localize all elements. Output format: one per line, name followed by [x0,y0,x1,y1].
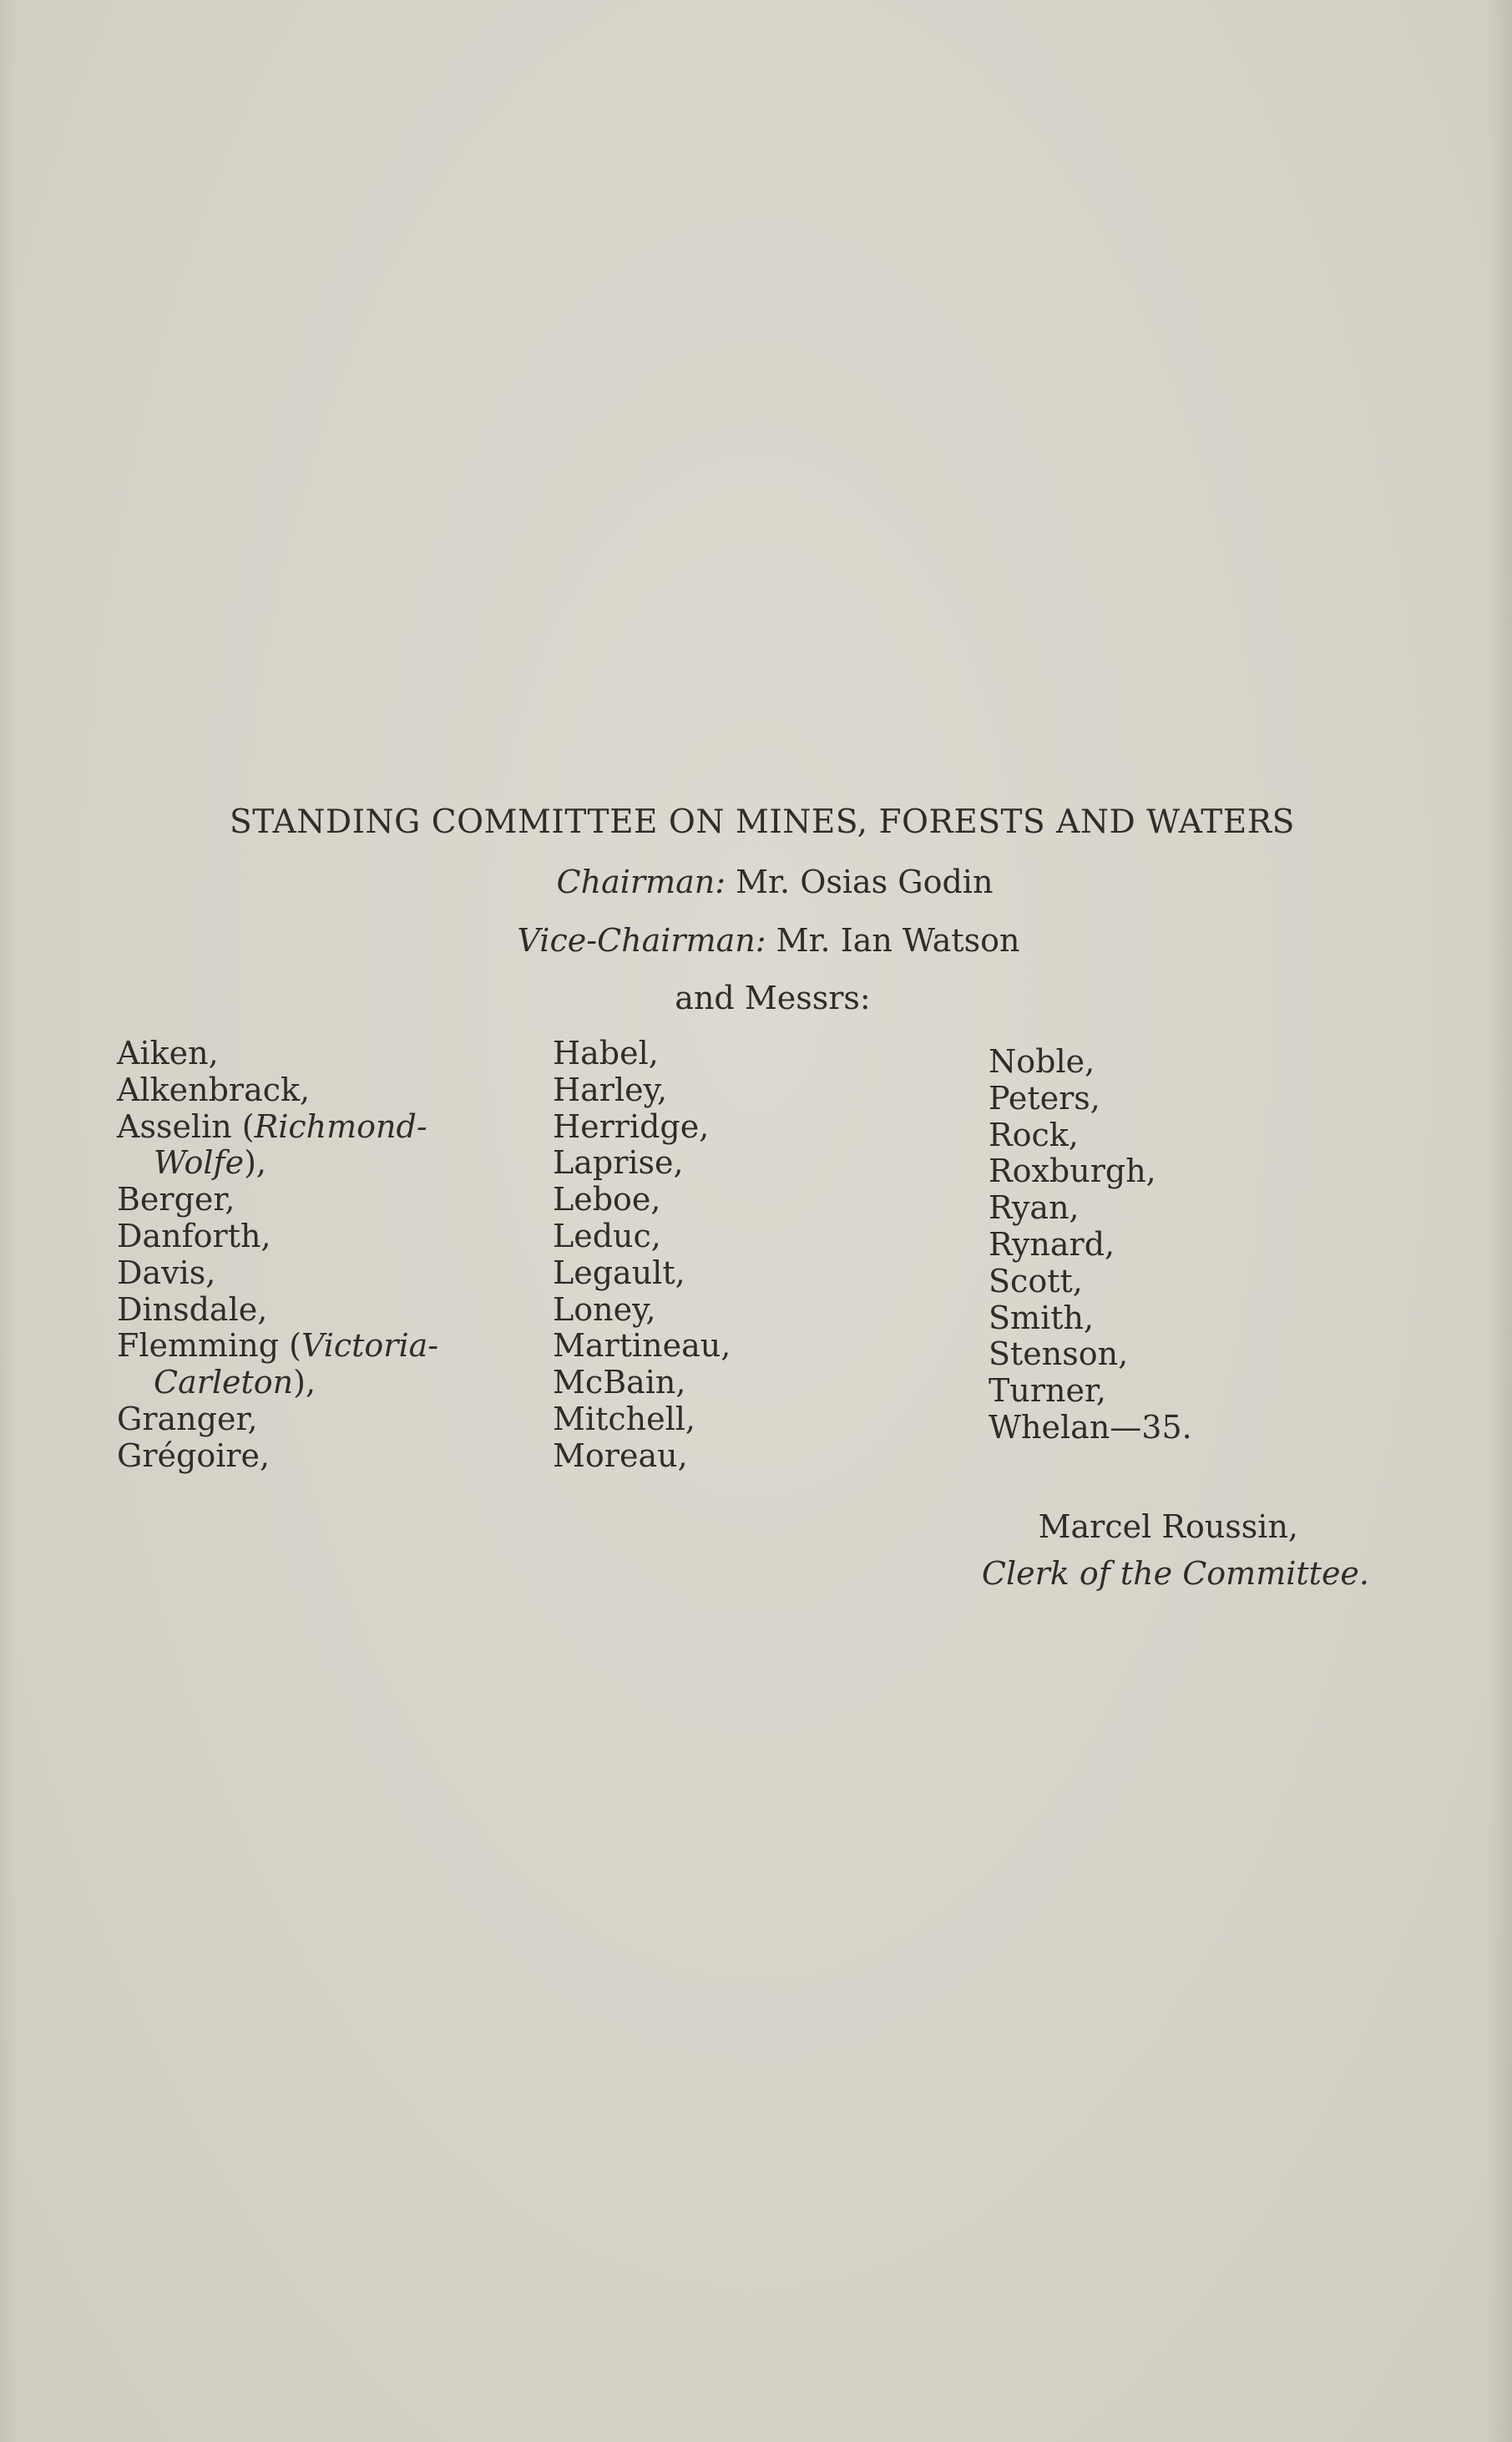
member-name: Dinsdale, [117,1290,268,1328]
member-surname: Flemming ( [117,1327,301,1365]
member-name: Herridge, [553,1107,710,1145]
chairman-name: Mr. Osias Godin [736,864,994,900]
member-name: Habel, [553,1035,659,1072]
vice-chairman-line [0,922,1512,959]
member-name: Legault, [553,1254,685,1291]
member-name: Harley, [553,1071,668,1108]
member-name: Peters, [989,1079,1100,1117]
member-name: Berger, [117,1181,235,1218]
member-riding: Richmond- [254,1107,427,1145]
members-column-1 [117,1036,509,1475]
member-riding-cont: Carleton [154,1364,294,1401]
member-name: Scott, [989,1262,1083,1300]
member-name: Smith, [989,1299,1095,1336]
page-edge-shadow-left [0,0,17,2442]
member-name: Rynard, [989,1225,1115,1263]
member-name: Moreau, [553,1436,688,1474]
member-name: Alkenbrack, [117,1071,311,1108]
member-name: Turner, [989,1372,1107,1410]
member-name [117,1328,509,1365]
member-name: Rock, [989,1116,1079,1153]
chairman-line [0,864,1512,900]
member-name: Noble, [989,1043,1095,1080]
member-name: Davis, [117,1254,216,1291]
member-riding-continuation [117,1365,509,1401]
page-edge-shadow-right [1487,0,1512,2442]
clerk-name: Marcel Roussin, [1038,1508,1298,1545]
member-name: Roxburgh, [989,1153,1156,1190]
member-name: Danforth, [117,1217,271,1254]
member-name: Martineau, [553,1327,731,1365]
member-name [117,1109,509,1146]
member-riding-cont: Wolfe [154,1144,245,1182]
member-name: Granger, [117,1400,258,1437]
clerk-signature-block [835,1503,1369,1597]
member-riding: Victoria- [301,1327,439,1365]
member-name: Leboe, [553,1181,661,1218]
member-riding-continuation [117,1145,509,1182]
vice-chairman-name: Mr. Ian Watson [776,922,1020,959]
member-name: Stenson, [989,1335,1129,1373]
members-column-2 [553,1036,937,1475]
member-name: Aiken, [117,1035,219,1072]
member-tail: ), [293,1364,316,1401]
member-name: Whelan—35. [989,1408,1192,1446]
member-name: McBain, [553,1364,686,1401]
vice-chairman-label: Vice-Chairman: [517,922,766,959]
chairman-label: Chairman: [556,864,726,900]
member-name: Loney, [553,1290,656,1328]
member-name: Leduc, [553,1217,661,1254]
member-name: Ryan, [989,1189,1080,1227]
member-name: Mitchell, [553,1400,695,1437]
members-column-3 [989,1044,1406,1446]
member-surname: Asselin ( [117,1107,255,1145]
clerk-title: Clerk of the Committee. [981,1555,1369,1592]
member-name: Grégoire, [117,1436,271,1474]
messrs-line: and Messrs: [675,980,871,1016]
member-tail: ), [244,1144,266,1182]
member-name: Laprise, [553,1144,684,1182]
committee-title: STANDING COMMITTEE ON MINES, FORESTS AND WATERS [230,803,1295,841]
